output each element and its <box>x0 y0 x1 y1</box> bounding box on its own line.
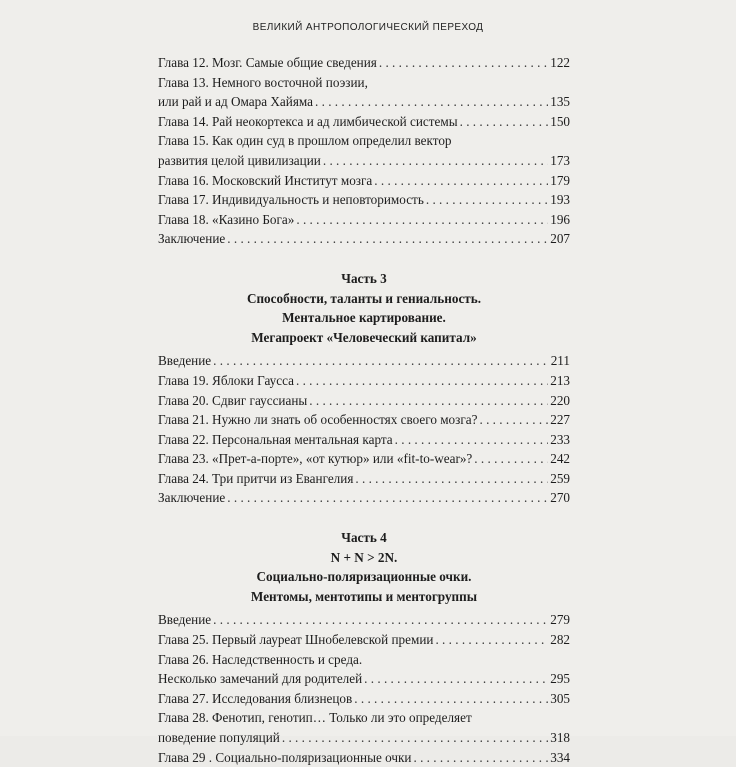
part-3-title-line: Способности, таланты и гениальность. <box>246 290 482 306</box>
dot-leader <box>460 112 549 132</box>
toc-entry-line <box>158 610 570 630</box>
dot-leader <box>309 391 548 411</box>
toc-entry-title: Глава 21. Нужно ли знать об особенностях своего мозга? <box>158 412 478 428</box>
toc-entry-line <box>158 430 570 450</box>
toc-entry <box>158 469 570 489</box>
toc-entry-title: Глава 13. Немного восточной поэзии, <box>158 74 368 90</box>
toc-entry <box>158 488 570 508</box>
toc-entry-title: Глава 15. Как один суд в прошлом определил вектор <box>158 133 452 149</box>
toc-entry-line <box>158 210 570 230</box>
toc-entry-title: Глава 16. Московский Институт мозга <box>158 172 373 188</box>
toc-entry-title: Глава 17. Индивидуальность и неповторимость <box>158 192 424 208</box>
dot-leader <box>374 171 548 191</box>
toc-entry-line <box>158 131 570 151</box>
dot-leader <box>355 469 548 489</box>
toc-entry <box>158 131 570 170</box>
toc-block-3 <box>158 610 570 767</box>
toc-entry-line <box>158 449 570 469</box>
dot-leader <box>479 410 548 430</box>
part-3-title-line: Мегапроект «Человеческий капитал» <box>251 329 477 345</box>
toc-entry-title: Глава 14. Рай неокортекса и ад лимбической системы <box>158 113 458 129</box>
toc-page-number: 242 <box>550 451 570 467</box>
toc-entry <box>158 430 570 450</box>
part-4-title-line: Ментомы, ментотипы и ментогруппы <box>250 588 478 604</box>
toc-entry-title: Введение <box>158 612 212 628</box>
toc-entry <box>158 610 570 630</box>
toc-entry <box>158 708 570 747</box>
dot-leader <box>213 610 548 630</box>
toc-entry <box>158 112 570 132</box>
toc-entry <box>158 73 570 112</box>
toc-entry <box>158 650 570 689</box>
dot-leader <box>323 151 548 171</box>
toc-entry-title: или рай и ад Омара Хайяма <box>158 94 313 110</box>
toc-block-1 <box>158 53 570 249</box>
toc-entry-title: Несколько замечаний для родителей <box>158 671 363 687</box>
dot-leader <box>227 229 548 249</box>
toc-entry-line <box>158 410 570 430</box>
part-3-heading: Часть 3 <box>341 270 387 286</box>
toc-entry-line <box>158 650 570 670</box>
toc-entry <box>158 190 570 210</box>
toc-page-number: 150 <box>550 113 570 129</box>
toc-page-number: 270 <box>550 490 570 506</box>
part-4-title-line: Социально-поляризационные очки. <box>256 569 472 585</box>
toc-entry-line <box>158 748 570 767</box>
toc-entry <box>158 53 570 73</box>
toc-entry-line <box>158 689 570 709</box>
toc-entry-title: Глава 26. Наследственность и среда. <box>158 651 363 667</box>
toc-entry <box>158 171 570 191</box>
toc-entry-title: Глава 19. Яблоки Гаусса <box>158 372 294 388</box>
toc-entry-title: Глава 29 . Социально-поляризационные очки <box>158 749 412 765</box>
part-4-formula: N + N > 2N. <box>330 549 398 565</box>
toc-entry-line <box>158 728 570 748</box>
toc-entry-title: Глава 20. Сдвиг гауссианы <box>158 392 308 408</box>
toc-entry <box>158 351 570 371</box>
dot-leader <box>296 371 548 391</box>
toc-entry <box>158 391 570 411</box>
toc-page-number: 305 <box>550 690 570 706</box>
toc-entry <box>158 630 570 650</box>
toc-entry <box>158 210 570 230</box>
toc-page-number: 259 <box>550 470 570 486</box>
toc-entry-line <box>158 53 570 73</box>
dot-leader <box>296 210 548 230</box>
dot-leader <box>395 430 549 450</box>
toc-entry-line <box>158 488 570 508</box>
toc-page-number: 196 <box>550 211 570 227</box>
toc-entry-line <box>158 630 570 650</box>
table-of-contents <box>158 53 570 767</box>
toc-page-number: 193 <box>550 192 570 208</box>
dot-leader <box>213 351 549 371</box>
toc-entry-line <box>158 669 570 689</box>
toc-page-number: 227 <box>550 412 570 428</box>
toc-entry-title: Глава 24. Три притчи из Евангелия <box>158 470 354 486</box>
toc-entry-line <box>158 171 570 191</box>
dot-leader <box>435 630 548 650</box>
toc-entry-title: Глава 23. «Прет-а-порте», «от кутюр» или «fit-to-wear»? <box>158 451 473 467</box>
toc-entry-line <box>158 151 570 171</box>
part-4-heading: Часть 4 <box>341 530 387 546</box>
toc-page-number: 135 <box>550 94 570 110</box>
dot-leader <box>364 669 548 689</box>
toc-entry <box>158 410 570 430</box>
dot-leader <box>282 728 548 748</box>
toc-block-2 <box>158 351 570 508</box>
part-3-title-line: Ментальное картирование. <box>282 310 446 326</box>
toc-page-number: 207 <box>550 231 570 247</box>
dot-leader <box>474 449 548 469</box>
toc-page-number: 122 <box>550 55 570 70</box>
toc-entry-line <box>158 469 570 489</box>
dot-leader <box>379 53 548 73</box>
toc-entry-line <box>158 391 570 411</box>
dot-leader <box>426 190 548 210</box>
toc-entry-title: Глава 18. «Казино Бога» <box>158 211 295 227</box>
toc-entry <box>158 371 570 391</box>
toc-entry-line <box>158 229 570 249</box>
toc-page-number: 295 <box>550 671 570 687</box>
toc-entry-title: Глава 25. Первый лауреат Шнобелевской премии <box>158 632 434 648</box>
toc-entry-title: Глава 12. Мозг. Самые общие сведения <box>158 55 377 70</box>
toc-page-number: 211 <box>550 353 570 369</box>
toc-entry-line <box>158 73 570 93</box>
toc-page-number: 282 <box>550 632 570 648</box>
toc-entry-title: Глава 22. Персональная ментальная карта <box>158 431 393 447</box>
toc-entry-line <box>158 371 570 391</box>
toc-entry <box>158 229 570 249</box>
running-head: ВЕЛИКИЙ АНТРОПОЛОГИЧЕСКИЙ ПЕРЕХОД <box>252 22 484 33</box>
toc-page-number: 220 <box>550 392 570 408</box>
toc-entry-title: Заключение <box>158 231 226 247</box>
toc-entry-title: Заключение <box>158 490 226 506</box>
toc-entry-title: поведение популяций <box>158 730 280 745</box>
toc-entry <box>158 748 570 767</box>
toc-page-number: 173 <box>550 152 570 168</box>
dot-leader <box>227 488 548 508</box>
toc-page-number: 179 <box>550 172 570 188</box>
toc-entry-title: Глава 27. Исследования близнецов <box>158 690 353 706</box>
toc-page-number: 334 <box>550 749 570 765</box>
toc-entry-title: Введение <box>158 353 212 369</box>
dot-leader <box>413 748 548 767</box>
toc-page-number: 213 <box>550 372 570 388</box>
toc-entry <box>158 689 570 709</box>
toc-entry-line <box>158 708 570 728</box>
toc-entry-line <box>158 92 570 112</box>
toc-page-number: 279 <box>550 612 570 628</box>
toc-entry <box>158 449 570 469</box>
dot-leader <box>315 92 548 112</box>
toc-page-number: 233 <box>550 431 570 447</box>
dot-leader <box>354 689 548 709</box>
toc-entry-line <box>158 190 570 210</box>
toc-entry-line <box>158 112 570 132</box>
toc-entry-title: Глава 28. Фенотип, генотип… Только ли это определяет <box>158 710 472 726</box>
toc-entry-title: развития целой цивилизации <box>158 152 321 168</box>
toc-page-number: 318 <box>550 730 570 745</box>
toc-entry-line <box>158 351 570 371</box>
